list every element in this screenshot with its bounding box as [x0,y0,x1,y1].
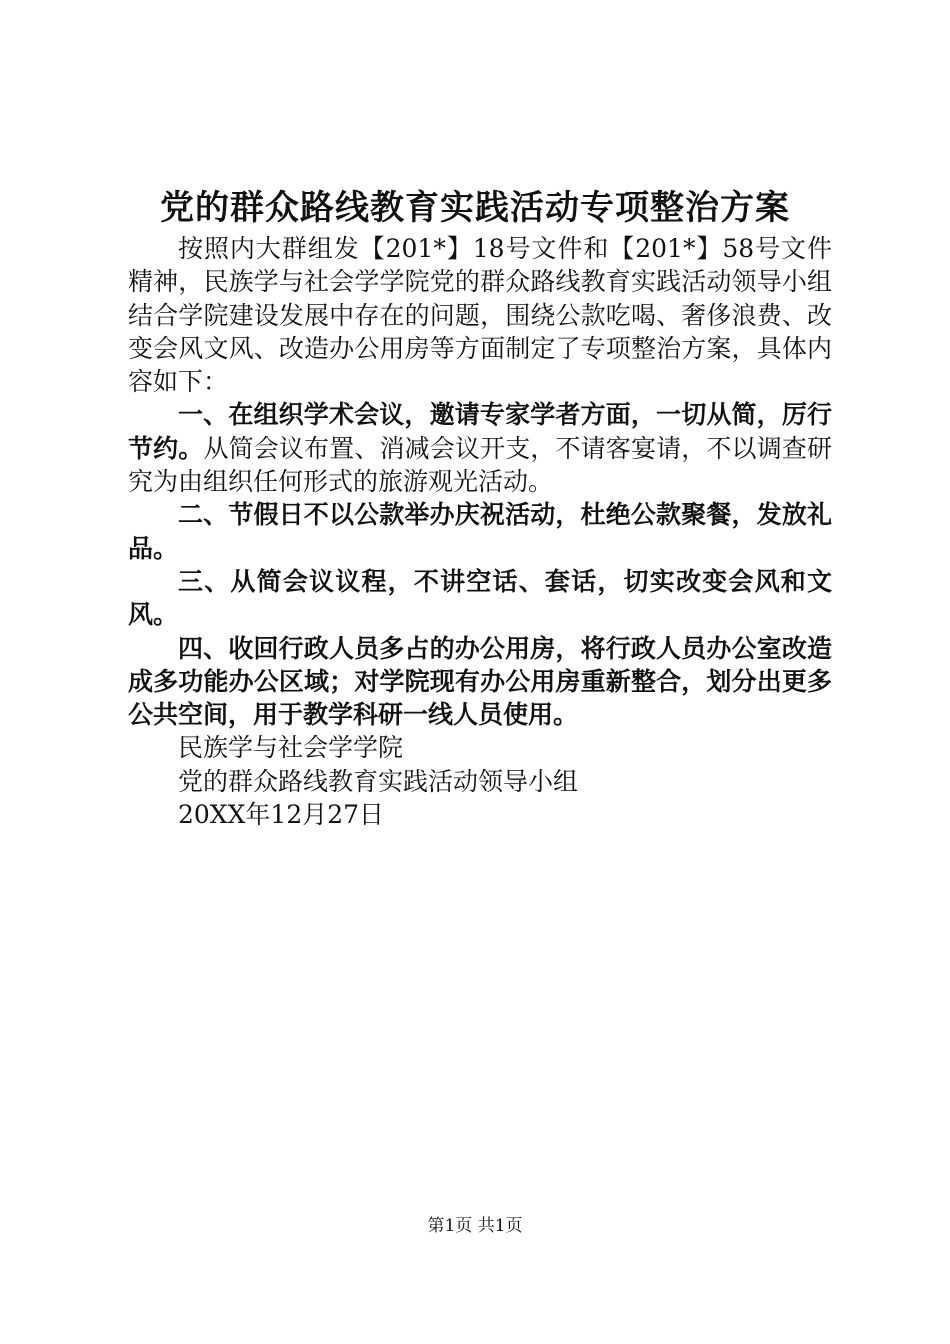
document-body [128,232,832,831]
signature-org: 民族学与社会学学院 [178,733,404,763]
item-2-paragraph: 二、节假日不以公款举办庆祝活动，杜绝公款聚餐，发放礼品。 [128,500,832,563]
page-footer: 第1页 共1页 [427,1216,523,1236]
intro-paragraph: 按照内大群组发【201*】18号文件和【201*】58号文件精神，民族学与社会学学院党的群众路线教育实践活动领导小组结合学院建设发展中存在的问题，围绕公款吃喝、奢侈浪费、改变会风文风、改造办公用房等方面制定了专项整治方案，具体内容如下： [128,234,832,397]
document-title: 党的群众路线教育实践活动专项整治方案 [160,188,790,228]
item-4-paragraph: 四、收回行政人员多占的办公用房，将行政人员办公室改造成多功能办公区域；对学院现有办公用房重新整合，划分出更多公共空间，用于教学科研一线人员使用。 [128,633,832,730]
signature-group: 党的群众路线教育实践活动领导小组 [178,766,579,796]
item-1-text: 从简会议布置、消减会议开支，不请客宴请，不以调查研究为由组织任何形式的旅游观光活动。 [128,433,832,497]
item-1-paragraph [128,398,832,498]
item-1-heading: 一、在组织学术会议，邀请专家学者方面，一切从简，厉行节约。 [128,400,832,463]
item-3-paragraph: 三、从简会议议程，不讲空话、套话，切实改变会风和文风。 [128,566,832,630]
signature-date: 20XX年12月27日 [178,800,385,830]
